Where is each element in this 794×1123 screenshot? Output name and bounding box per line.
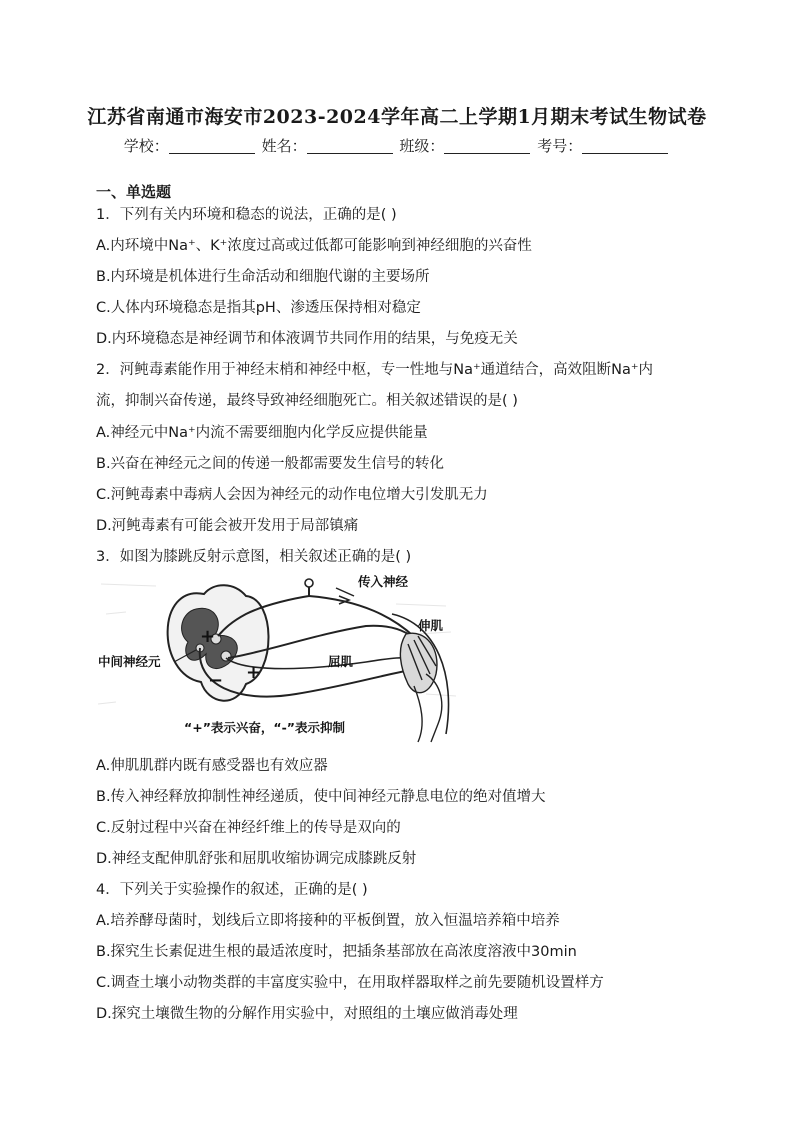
section-heading: 一、单选题 [96, 183, 172, 201]
q1-stem: 1．下列有关内环境和稳态的说法，正确的是( ) [96, 207, 397, 223]
school-blank[interactable] [169, 139, 255, 154]
name-blank[interactable] [307, 139, 393, 154]
q1-option-b: B.内环境是机体进行生命活动和细胞代谢的主要场所 [96, 269, 430, 285]
q2-option-c: C.河鲀毒素中毒病人会因为神经元的动作电位增大引发肌无力 [96, 487, 488, 503]
class-label: 班级： [399, 137, 445, 155]
q2-option-a: A.神经元中Na⁺内流不需要细胞内化学反应提供能量 [96, 425, 428, 441]
interneuron-label: 中间神经元 [98, 654, 161, 669]
knee-jerk-reflex-diagram [96, 574, 458, 744]
plus-sign-1: + [200, 626, 216, 647]
q4-option-d: D.探究土壤微生物的分解作用实验中，对照组的土壤应做消毒处理 [96, 1006, 518, 1022]
q2-stem-line1: 2．河鲀毒素能作用于神经末梢和神经中枢，专一性地与Na⁺通道结合，高效阻断Na⁺内 [96, 362, 653, 378]
flexor-label: 屈肌 [328, 654, 354, 669]
plus-sign-2: + [246, 662, 262, 683]
school-label: 学校： [123, 137, 169, 155]
number-blank[interactable] [582, 139, 668, 154]
q3-option-c: C.反射过程中兴奋在神经纤维上的传导是双向的 [96, 820, 401, 836]
q3-stem: 3．如图为膝跳反射示意图，相关叙述正确的是( ) [96, 549, 412, 565]
q1-option-d: D.内环境稳态是神经调节和体液调节共同作用的结果，与免疫无关 [96, 331, 518, 347]
q4-stem: 4．下列关于实验操作的叙述，正确的是( ) [96, 882, 368, 898]
afferent-label: 传入神经 [358, 574, 409, 589]
q2-stem-line2: 流，抑制兴奋传递，最终导致神经细胞死亡。相关叙述错误的是( ) [96, 393, 518, 409]
q2-option-d: D.河鲀毒素有可能会被开发用于局部镇痛 [96, 518, 359, 534]
student-info-line [0, 135, 794, 156]
q1-option-c: C.人体内环境稳态是指其pH、渗透压保持相对稳定 [96, 300, 421, 316]
q4-option-c: C.调查土壤小动物类群的丰富度实验中，在用取样器取样之前先要随机设置样方 [96, 975, 604, 991]
q3-option-d: D.神经支配伸肌舒张和屈肌收缩协调完成膝跳反射 [96, 851, 417, 867]
reflex-diagram-svg [96, 574, 458, 744]
q3-option-b: B.传入神经释放抑制性神经递质，使中间神经元静息电位的绝对值增大 [96, 789, 546, 805]
q2-option-b: B.兴奋在神经元之间的传递一般都需要发生信号的转化 [96, 456, 445, 472]
name-label: 姓名： [261, 137, 307, 155]
class-blank[interactable] [444, 139, 530, 154]
q4-option-a: A.培养酵母菌时，划线后立即将接种的平板倒置，放入恒温培养箱中培养 [96, 913, 560, 929]
exam-title: 江苏省南通市海安市2023-2024学年高二上学期1月期末考试生物试卷 [87, 106, 707, 128]
figure-caption: “+”表示兴奋，“-”表示抑制 [184, 720, 346, 735]
q1-option-a: A.内环境中Na⁺、K⁺浓度过高或过低都可能影响到神经细胞的兴奋性 [96, 238, 532, 254]
number-label: 考号： [537, 137, 583, 155]
extensor-label: 伸肌 [418, 618, 444, 633]
q3-option-a: A.伸肌肌群内既有感受器也有效应器 [96, 758, 328, 774]
q4-option-b: B.探究生长素促进生根的最适浓度时，把插条基部放在高浓度溶液中30min [96, 944, 577, 960]
minus-sign: − [208, 670, 224, 691]
